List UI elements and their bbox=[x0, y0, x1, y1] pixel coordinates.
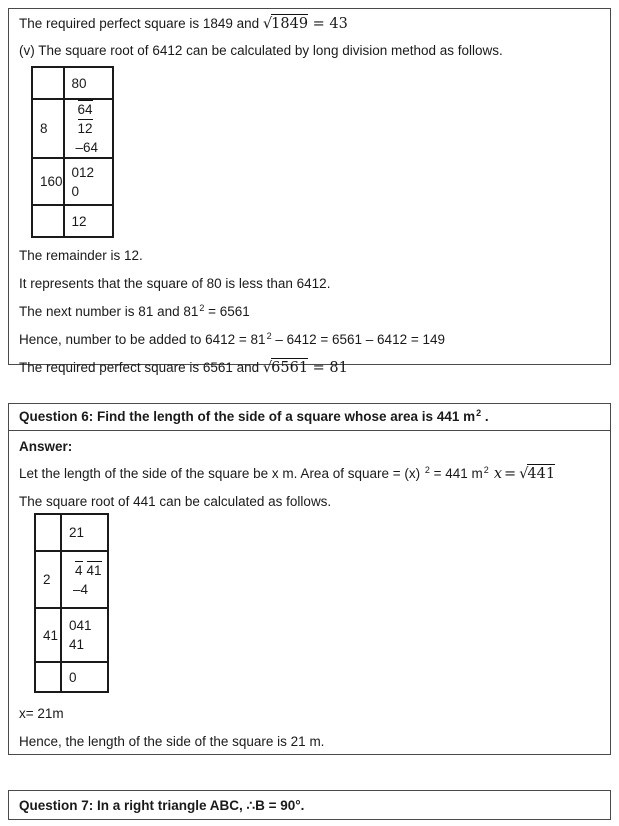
empty-cell bbox=[35, 514, 61, 551]
dividend-line bbox=[72, 100, 112, 138]
subtraction-line: –64 bbox=[75, 140, 99, 155]
dividend-group: 41 bbox=[86, 562, 102, 578]
number-to-add-statement bbox=[19, 331, 600, 348]
bring-down-line: 041 bbox=[69, 618, 92, 633]
superscript-2: 2 bbox=[424, 464, 430, 475]
radicand: 1849 bbox=[271, 16, 309, 32]
dividend-group: 4 bbox=[75, 562, 83, 578]
text-segment: The required perfect square is 1849 and bbox=[19, 16, 263, 31]
conclusion-line: Hence, the length of the side of the square is 21 m. bbox=[19, 734, 325, 749]
table-row bbox=[35, 608, 108, 662]
next-number-statement bbox=[19, 303, 600, 320]
radical-sign-icon: √ bbox=[262, 16, 272, 32]
table-row bbox=[32, 158, 113, 205]
dividend-cell bbox=[64, 99, 113, 158]
divisor-cell: 2 bbox=[35, 551, 61, 608]
answer-label: Answer: bbox=[19, 439, 73, 454]
equals-sign: = bbox=[504, 466, 517, 482]
long-division-table-6412 bbox=[31, 66, 114, 238]
perfect-square-1849-line bbox=[19, 15, 600, 33]
empty-cell bbox=[35, 662, 61, 692]
table-row bbox=[32, 67, 113, 99]
work-cell bbox=[61, 608, 108, 662]
empty-cell bbox=[32, 67, 64, 99]
product-line: 41 bbox=[69, 637, 85, 652]
equals-result: = 43 bbox=[308, 16, 348, 32]
table-row bbox=[32, 99, 113, 158]
text-segment: – 6412 = 6561 – 6412 = 149 bbox=[271, 332, 445, 347]
represents-statement: It represents that the square of 80 is less than 6412. bbox=[19, 276, 331, 291]
text-segment: Hence, number to be added to 6412 = 81 bbox=[19, 332, 266, 347]
subtraction-line: –4 bbox=[73, 581, 89, 597]
dividend-group: 64 bbox=[77, 102, 93, 117]
radicand: 441 bbox=[527, 466, 556, 482]
text-segment: . bbox=[481, 409, 489, 424]
table-row bbox=[32, 205, 113, 237]
question-7-box bbox=[8, 790, 611, 820]
answer-area bbox=[9, 431, 610, 750]
table-row bbox=[35, 662, 108, 692]
table-row bbox=[35, 551, 108, 608]
text-segment: = 6561 bbox=[204, 304, 250, 319]
quotient-cell: 80 bbox=[64, 67, 113, 99]
remainder-cell: 0 bbox=[61, 662, 108, 692]
superscript-2: 2 bbox=[199, 302, 205, 313]
solution-box-part-v bbox=[8, 8, 611, 376]
dividend-cell bbox=[61, 551, 108, 608]
text-segment: = 441 m bbox=[429, 466, 483, 481]
text-segment: Question 6: Find the length of the side of a square whose area is 441 m bbox=[19, 409, 476, 424]
radicand: 6561 bbox=[271, 360, 309, 376]
x-value-line: x= 21m bbox=[19, 706, 64, 721]
radical-sign-icon: √ bbox=[262, 360, 272, 376]
text-segment: Let the length of the side of the square be x m. Area of square = (x) bbox=[19, 466, 424, 481]
variable-x: x bbox=[493, 466, 502, 482]
radical-sign-icon: √ bbox=[519, 466, 528, 482]
question-6-box bbox=[8, 403, 611, 755]
question-6-title bbox=[9, 404, 610, 431]
long-division-table-441 bbox=[34, 513, 109, 693]
divisor-cell: 160 bbox=[32, 158, 64, 205]
x-equals-sqrt-441-expression bbox=[489, 466, 555, 482]
superscript-2: 2 bbox=[483, 464, 489, 475]
text-segment: The next number is 81 and 81 bbox=[19, 304, 199, 319]
dividend-line bbox=[69, 561, 107, 580]
perfect-square-6561-line bbox=[19, 359, 600, 377]
superscript-2: 2 bbox=[266, 330, 272, 341]
side-length-equation-line bbox=[19, 465, 600, 483]
text-segment: The required perfect square is 6561 and bbox=[19, 360, 263, 375]
divisor-cell: 41 bbox=[35, 608, 61, 662]
equals-result: = 81 bbox=[308, 360, 348, 376]
remainder-cell: 12 bbox=[64, 205, 113, 237]
question-7-title: Question 7: In a right triangle ABC, ∴B = 90°. bbox=[19, 798, 305, 813]
dividend-group: 12 bbox=[77, 121, 93, 136]
sqrt-6561-expression bbox=[263, 358, 348, 376]
sqrt-441-intro-line: The square root of 441 can be calculated as follows. bbox=[19, 494, 332, 509]
empty-cell bbox=[32, 205, 64, 237]
table-row bbox=[35, 514, 108, 551]
quotient-cell: 21 bbox=[61, 514, 108, 551]
part-v-intro-line: (v) The square root of 6412 can be calculated by long division method as follows. bbox=[19, 43, 503, 58]
superscript-2: 2 bbox=[476, 407, 482, 418]
remainder-statement: The remainder is 12. bbox=[19, 248, 143, 263]
divisor-cell: 8 bbox=[32, 99, 64, 158]
work-cell bbox=[64, 158, 113, 205]
sqrt-1849-expression bbox=[263, 14, 348, 32]
product-line: 0 bbox=[71, 183, 80, 199]
bring-down-line: 012 bbox=[71, 164, 95, 180]
